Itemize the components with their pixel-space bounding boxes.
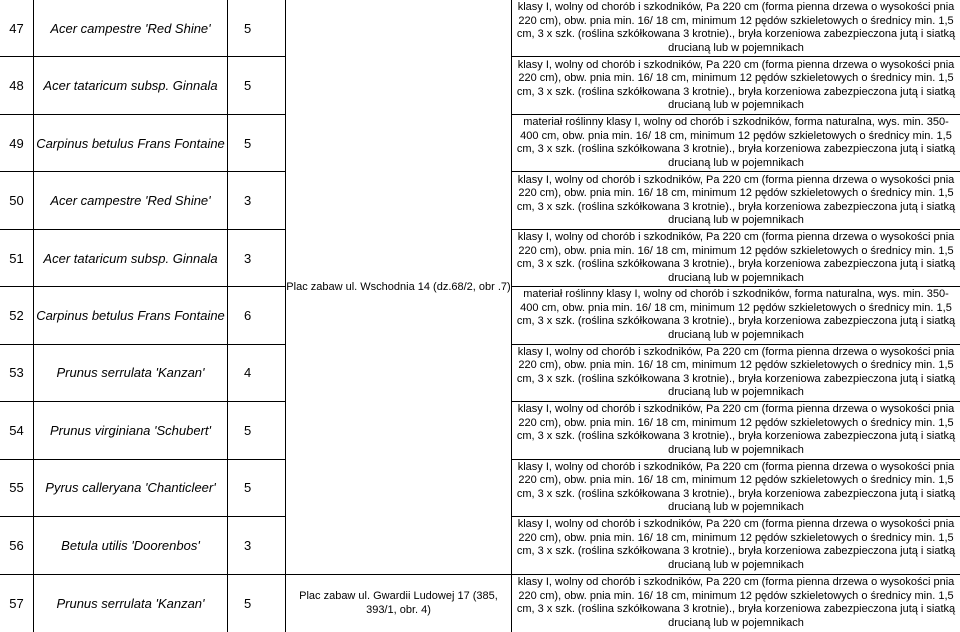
description-cell (512, 402, 960, 459)
description-line: klasy I, wolny od chorób i szkodników, Pa 220 cm (forma pienna drzewa o wysokości pnia (517, 58, 955, 71)
quantity: 5 (228, 0, 286, 57)
row-number: 52 (0, 287, 34, 344)
description-line: klasy I, wolny od chorób i szkodników, Pa 220 cm (forma pienna drzewa o wysokości pnia (517, 460, 955, 473)
description-line: drucianą lub w pojemnikach (668, 99, 804, 112)
description-cell (512, 115, 960, 172)
description-cell (512, 575, 960, 632)
species-name: Betula utilis 'Doorenbos' (34, 517, 228, 574)
description-line: klasy I, wolny od chorób i szkodników, Pa 220 cm (forma pienna drzewa o wysokości pnia (517, 231, 955, 244)
description-line: drucianą lub w pojemnikach (668, 41, 804, 54)
description-line: 220 cm), obw. pnia min. 16/ 18 cm, minimum 12 pędów szkieletowych o średnicy min. 1,5 (518, 416, 954, 429)
species-name: Carpinus betulus Frans Fontaine (34, 287, 228, 344)
description-line: drucianą lub w pojemnikach (668, 443, 804, 456)
description-line: 220 cm), obw. pnia min. 16/ 18 cm, minimum 12 pędów szkieletowych o średnicy min. 1,5 (518, 589, 954, 602)
species-name: Pyrus calleryana 'Chanticleer' (34, 460, 228, 517)
description-cell (512, 287, 960, 344)
description-line: 220 cm), obw. pnia min. 16/ 18 cm, minimum 12 pędów szkieletowych o średnicy min. 1,5 (518, 474, 954, 487)
quantity: 3 (228, 517, 286, 574)
description-line: drucianą lub w pojemnikach (668, 386, 804, 399)
species-name: Prunus serrulata 'Kanzan' (34, 575, 228, 632)
quantity: 3 (228, 172, 286, 229)
description-line: 220 cm), obw. pnia min. 16/ 18 cm, minimum 12 pędów szkieletowych o średnicy min. 1,5 (518, 14, 954, 27)
row-number: 51 (0, 230, 34, 287)
row-number: 54 (0, 402, 34, 459)
description-cell (512, 517, 960, 574)
location-line: Plac zabaw ul. Gwardii Ludowej 17 (385, (299, 590, 498, 603)
description-line: 220 cm), obw. pnia min. 16/ 18 cm, minimum 12 pędów szkieletowych o średnicy min. 1,5 (518, 531, 954, 544)
description-line: 220 cm), obw. pnia min. 16/ 18 cm, minimum 12 pędów szkieletowych o średnicy min. 1,5 (518, 244, 954, 257)
row-number: 48 (0, 57, 34, 114)
row-number: 50 (0, 172, 34, 229)
species-name: Prunus serrulata 'Kanzan' (34, 345, 228, 402)
quantity: 4 (228, 345, 286, 402)
row-number: 53 (0, 345, 34, 402)
row-number: 57 (0, 575, 34, 632)
description-cell (512, 345, 960, 402)
quantity: 5 (228, 115, 286, 172)
description-line: 220 cm), obw. pnia min. 16/ 18 cm, minimum 12 pędów szkieletowych o średnicy min. 1,5 (518, 72, 954, 85)
species-name: Carpinus betulus Frans Fontaine (34, 115, 228, 172)
species-name: Acer campestre 'Red Shine' (34, 0, 228, 57)
description-line: drucianą lub w pojemnikach (668, 271, 804, 284)
description-cell (512, 57, 960, 114)
description-line: drucianą lub w pojemnikach (668, 501, 804, 514)
description-line: materiał roślinny klasy I, wolny od chorób i szkodników, forma naturalna, wys. min. 350- (523, 116, 949, 129)
description-line: klasy I, wolny od chorób i szkodników, Pa 220 cm (forma pienna drzewa o wysokości pnia (517, 576, 955, 589)
species-name: Prunus virginiana 'Schubert' (34, 402, 228, 459)
description-line: drucianą lub w pojemnikach (668, 558, 804, 571)
description-cell (512, 172, 960, 229)
description-line: 400 cm, obw. pnia min. 16/ 18 cm, minimum 12 pędów szkieletowych o średnicy min. 1,5 (520, 301, 952, 314)
description-line: drucianą lub w pojemnikach (668, 156, 804, 169)
description-line: 400 cm, obw. pnia min. 16/ 18 cm, minimum 12 pędów szkieletowych o średnicy min. 1,5 (520, 129, 952, 142)
description-line: klasy I, wolny od chorób i szkodników, Pa 220 cm (forma pienna drzewa o wysokości pnia (517, 518, 955, 531)
location-line: 393/1, obr. 4) (366, 604, 431, 617)
description-line: klasy I, wolny od chorób i szkodników, Pa 220 cm (forma pienna drzewa o wysokości pnia (517, 173, 955, 186)
quantity: 5 (228, 575, 286, 632)
description-line: cm, 3 x szk. (roślina szkółkowana 3 krotnie)., bryła korzeniowa zabezpieczona jutą i siatką (516, 143, 956, 156)
row-number: 49 (0, 115, 34, 172)
description-line: klasy I, wolny od chorób i szkodników, Pa 220 cm (forma pienna drzewa o wysokości pnia (517, 403, 955, 416)
row-number: 56 (0, 517, 34, 574)
quantity: 5 (228, 460, 286, 517)
location-cell (286, 575, 512, 632)
description-line: 220 cm), obw. pnia min. 16/ 18 cm, minimum 12 pędów szkieletowych o średnicy min. 1,5 (518, 187, 954, 200)
location-cell (286, 0, 512, 575)
description-line: cm, 3 x szk. (roślina szkółkowana 3 krotnie)., bryła korzeniowa zabezpieczona jutą i siatką (516, 28, 956, 41)
quantity: 5 (228, 57, 286, 114)
description-line: cm, 3 x szk. (roślina szkółkowana 3 krotnie)., bryła korzeniowa zabezpieczona jutą i siatką (516, 603, 956, 616)
quantity: 6 (228, 287, 286, 344)
location-line: Plac zabaw ul. Wschodnia 14 (dz.68/2, obr .7) (286, 280, 511, 293)
species-name: Acer tataricum subsp. Ginnala (34, 230, 228, 287)
description-line: cm, 3 x szk. (roślina szkółkowana 3 krotnie)., bryła korzeniowa zabezpieczona jutą i siatką (516, 487, 956, 500)
description-line: cm, 3 x szk. (roślina szkółkowana 3 krotnie)., bryła korzeniowa zabezpieczona jutą i siatką (516, 85, 956, 98)
description-line: cm, 3 x szk. (roślina szkółkowana 3 krotnie)., bryła korzeniowa zabezpieczona jutą i siatką (516, 258, 956, 271)
description-line: cm, 3 x szk. (roślina szkółkowana 3 krotnie)., bryła korzeniowa zabezpieczona jutą i siatką (516, 315, 956, 328)
description-line: materiał roślinny klasy I, wolny od chorób i szkodników, forma naturalna, wys. min. 350- (523, 288, 949, 301)
description-cell (512, 230, 960, 287)
quantity: 5 (228, 402, 286, 459)
description-line: drucianą lub w pojemnikach (668, 214, 804, 227)
row-number: 47 (0, 0, 34, 57)
description-line: klasy I, wolny od chorób i szkodników, Pa 220 cm (forma pienna drzewa o wysokości pnia (517, 345, 955, 358)
description-line: drucianą lub w pojemnikach (668, 616, 804, 629)
description-cell (512, 0, 960, 57)
description-line: drucianą lub w pojemnikach (668, 328, 804, 341)
description-line: cm, 3 x szk. (roślina szkółkowana 3 krotnie)., bryła korzeniowa zabezpieczona jutą i siatką (516, 372, 956, 385)
row-number: 55 (0, 460, 34, 517)
description-line: cm, 3 x szk. (roślina szkółkowana 3 krotnie)., bryła korzeniowa zabezpieczona jutą i siatką (516, 200, 956, 213)
description-line: klasy I, wolny od chorób i szkodników, Pa 220 cm (forma pienna drzewa o wysokości pnia (517, 1, 955, 14)
description-cell (512, 460, 960, 517)
description-line: 220 cm), obw. pnia min. 16/ 18 cm, minimum 12 pędów szkieletowych o średnicy min. 1,5 (518, 359, 954, 372)
description-line: cm, 3 x szk. (roślina szkółkowana 3 krotnie)., bryła korzeniowa zabezpieczona jutą i siatką (516, 430, 956, 443)
quantity: 3 (228, 230, 286, 287)
species-name: Acer tataricum subsp. Ginnala (34, 57, 228, 114)
description-line: cm, 3 x szk. (roślina szkółkowana 3 krotnie)., bryła korzeniowa zabezpieczona jutą i siatką (516, 545, 956, 558)
species-name: Acer campestre 'Red Shine' (34, 172, 228, 229)
